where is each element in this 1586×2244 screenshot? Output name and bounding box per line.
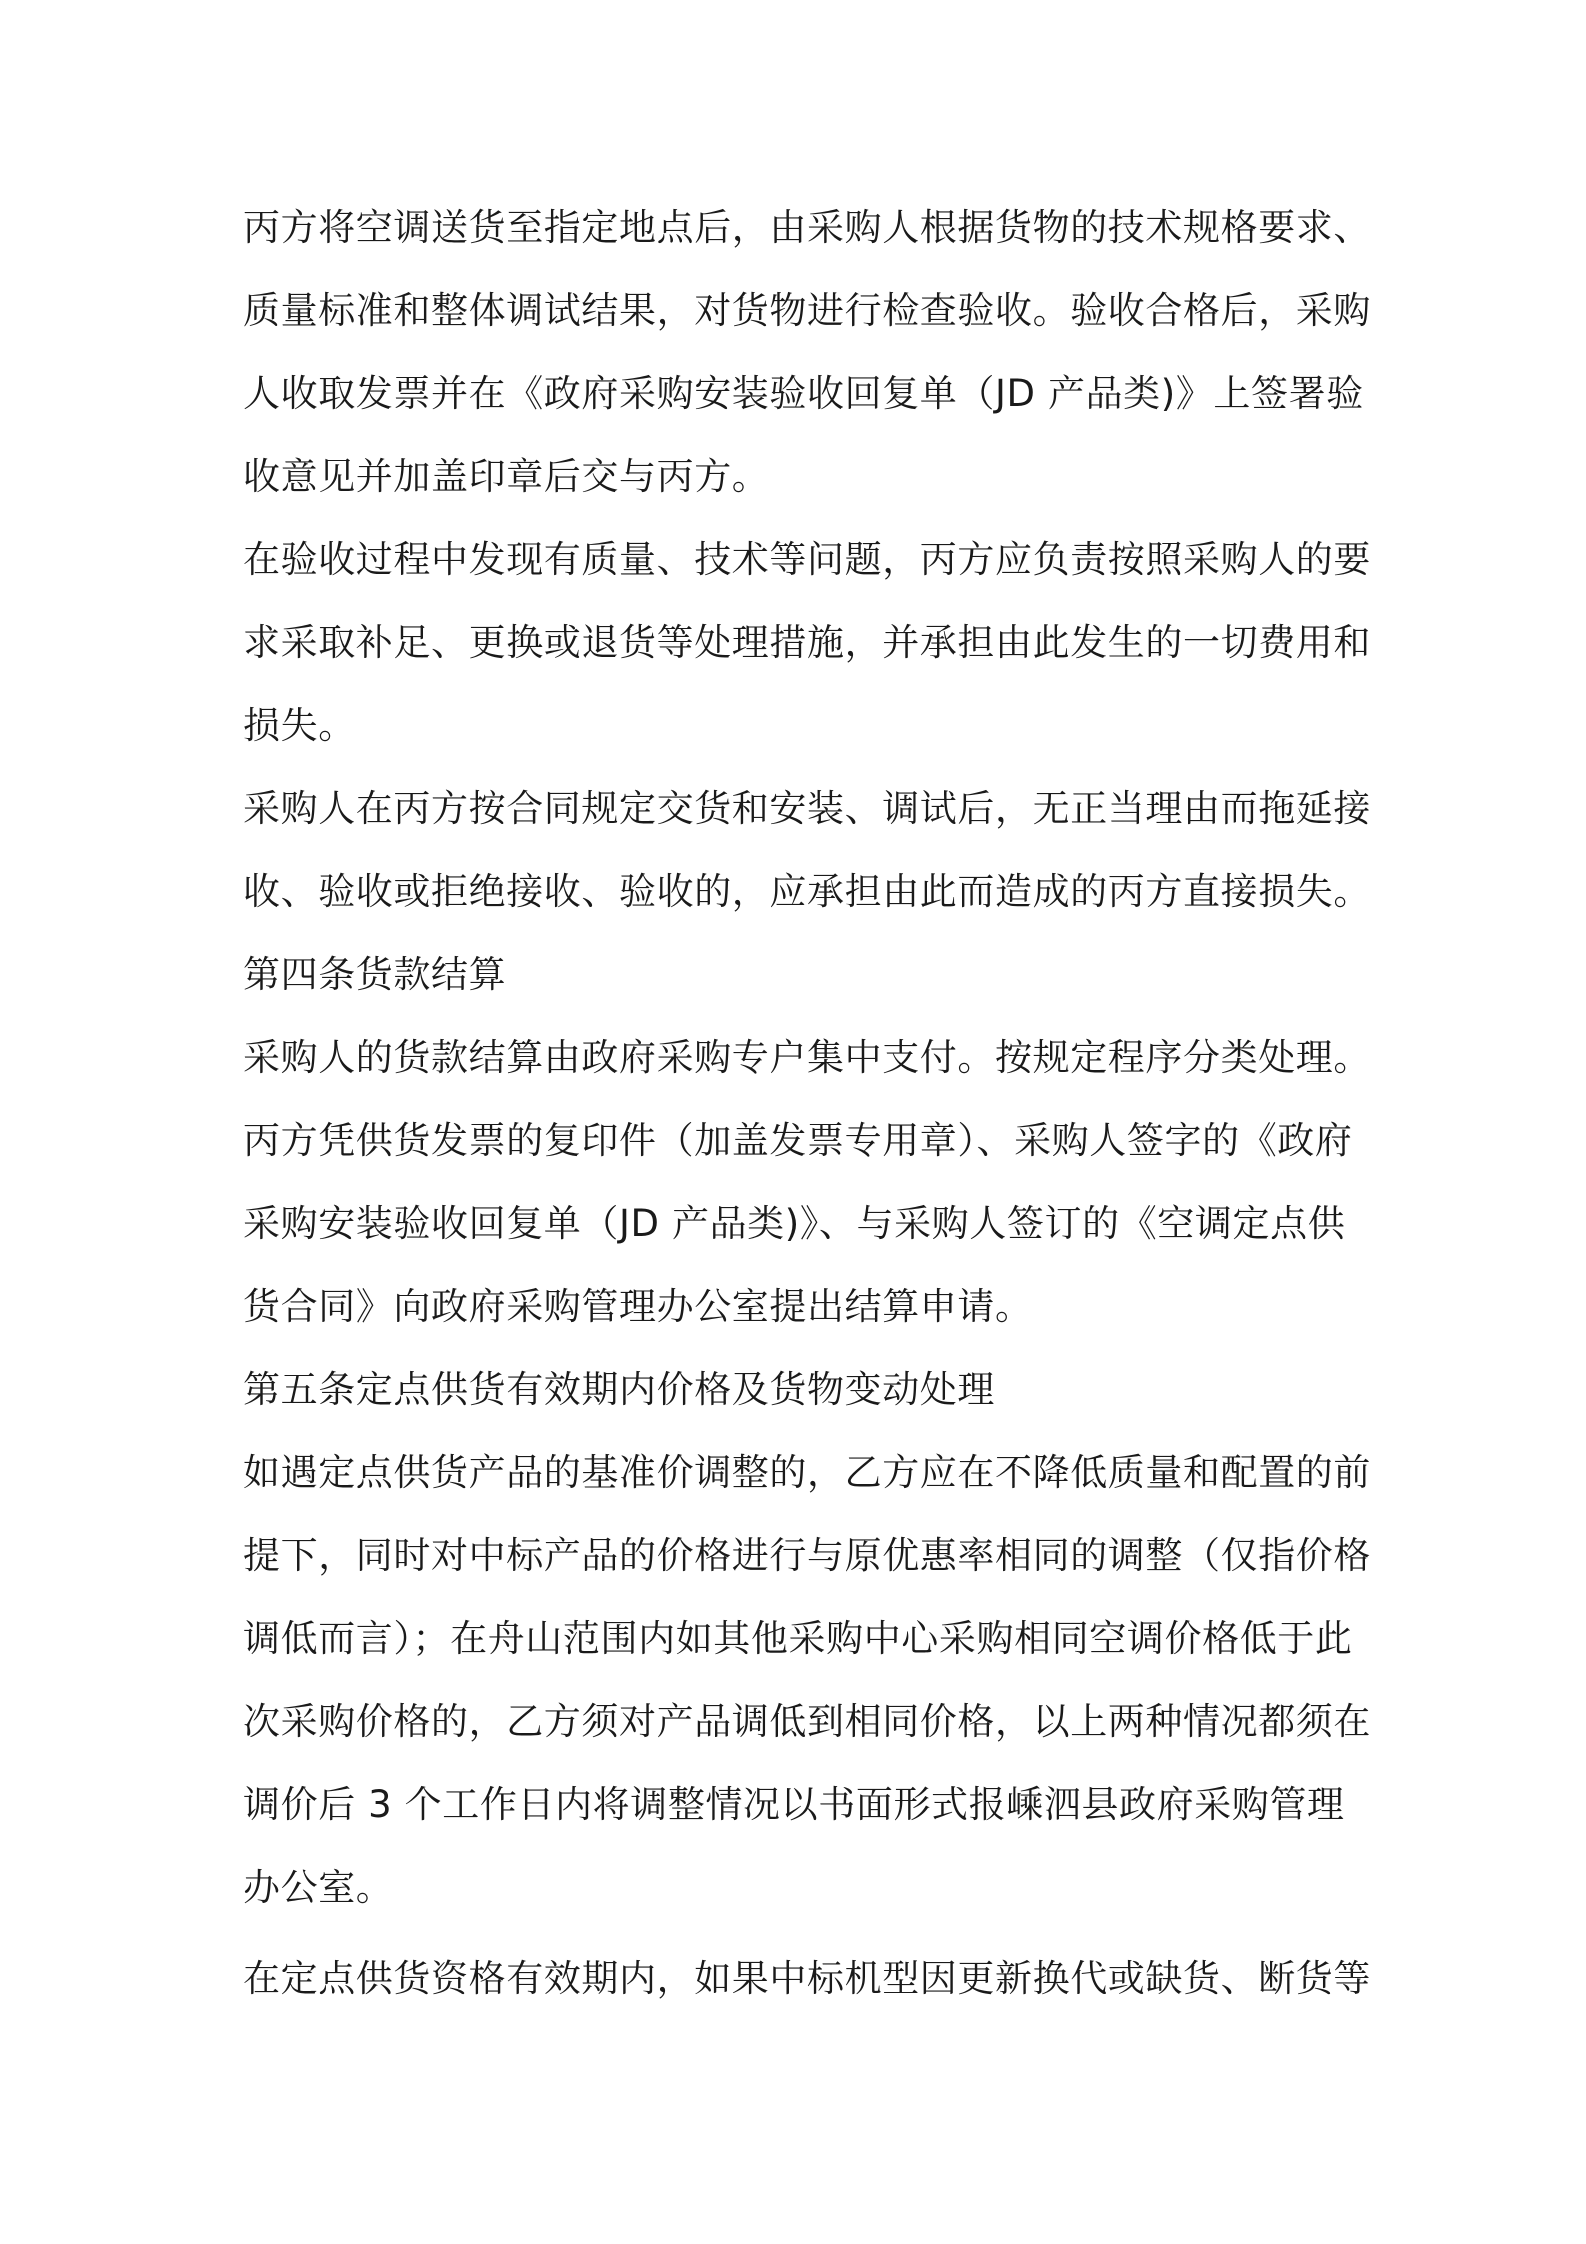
text-line: 在定点供货资格有效期内，如果中标机型因更新换代或缺货、断货等 [243,1957,1371,2000]
text-line: 丙方将空调送货至指定地点后，由采购人根据货物的技术规格要求、 [243,206,1371,249]
text-line: 办公室。 [243,1866,394,1909]
text-line: 如遇定点供货产品的基准价调整的，乙方应在不降低质量和配置的前 [243,1451,1371,1494]
text-line: 收、验收或拒绝接收、验收的，应承担由此而造成的丙方直接损失。 [243,870,1371,913]
text-line: 采购安装验收回复单（JD 产品类)》、与采购人签订的《空调定点供 [243,1202,1346,1245]
text-line: 人收取发票并在《政府采购安装验收回复单（JD 产品类)》上签署验 [243,372,1364,415]
text-line: 采购人的货款结算由政府采购专户集中支付。按规定程序分类处理。 [243,1036,1371,1079]
text-line: 在验收过程中发现有质量、技术等问题，丙方应负责按照采购人的要 [243,538,1371,581]
text-line: 采购人在丙方按合同规定交货和安装、调试后，无正当理由而拖延接 [243,787,1371,830]
text-line: 丙方凭供货发票的复印件（加盖发票专用章）、采购人签字的《政府 [243,1119,1353,1162]
text-line: 损失。 [243,704,356,747]
text-line: 次采购价格的，乙方须对产品调低到相同价格，以上两种情况都须在 [243,1700,1371,1743]
text-line: 质量标准和整体调试结果，对货物进行检查验收。验收合格后，采购 [243,289,1371,332]
text-line: 收意见并加盖印章后交与丙方。 [243,455,770,498]
document-body [243,186,1371,2020]
text-line: 提下，同时对中标产品的价格进行与原优惠率相同的调整（仅指价格 [243,1534,1371,1577]
text-line: 调价后 3 个工作日内将调整情况以书面形式报嵊泗县政府采购管理 [243,1783,1345,1826]
section-heading: 第四条货款结算 [243,953,507,996]
section-heading: 第五条定点供货有效期内价格及货物变动处理 [243,1368,995,1411]
text-line: 调低而言）；在舟山范围内如其他采购中心采购相同空调价格低于此 [243,1617,1353,1660]
text-line: 求采取补足、更换或退货等处理措施，并承担由此发生的一切费用和 [243,621,1371,664]
paragraph-gap [243,1929,1355,1937]
text-line: 货合同》向政府采购管理办公室提出结算申请。 [243,1285,1033,1328]
